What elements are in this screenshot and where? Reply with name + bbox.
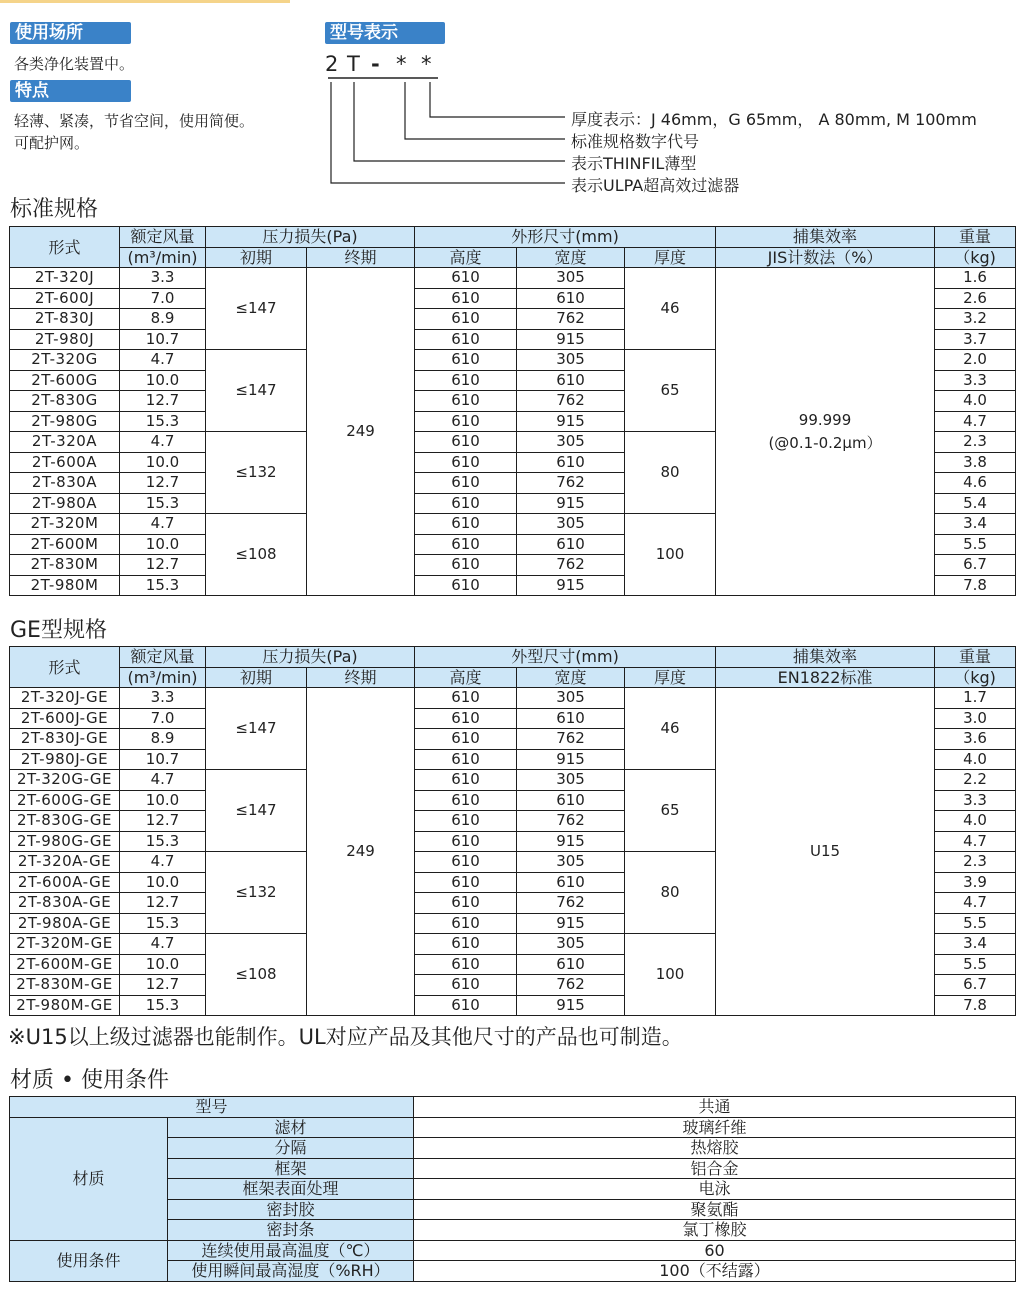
- header-dimensions: 外形尺寸(mm): [415, 227, 716, 248]
- header-final: 终期: [307, 667, 415, 688]
- cell-height: 610: [415, 329, 517, 350]
- header-flow-unit: (m³/min): [120, 247, 206, 268]
- cell-depth: 46: [625, 688, 716, 770]
- cell-weight: 4.7: [935, 831, 1016, 852]
- cell-height: 610: [415, 934, 517, 955]
- header-height: 高度: [415, 247, 517, 268]
- header-weight: 重量: [935, 647, 1016, 668]
- cell-height: 610: [415, 391, 517, 412]
- cell-flow: 12.7: [120, 391, 206, 412]
- cell-width: 610: [517, 370, 625, 391]
- cell-flow: 15.3: [120, 411, 206, 432]
- cell-type: 2T-600A: [10, 452, 120, 473]
- cell-width: 610: [517, 534, 625, 555]
- cell-depth: 80: [625, 852, 716, 934]
- cell-depth: 65: [625, 770, 716, 852]
- cell-type: 2T-980M-GE: [10, 995, 120, 1016]
- cell-type: 2T-830G: [10, 391, 120, 412]
- header-width: 宽度: [517, 667, 625, 688]
- header-pressure: 压力损失(Pa): [206, 227, 415, 248]
- cell-flow: 12.7: [120, 473, 206, 494]
- cell-weight: 3.4: [935, 514, 1016, 535]
- cell-type: 2T-980J: [10, 329, 120, 350]
- cell-weight: 2.0: [935, 350, 1016, 371]
- footnote: ※U15以上级过滤器也能制作。UL对应产品及其他尺寸的产品也可制造。: [8, 1025, 683, 1049]
- model-notation-leader-lines: [0, 0, 1022, 200]
- cell-flow: 10.0: [120, 790, 206, 811]
- cell-weight: 2.3: [935, 432, 1016, 453]
- usage-text: 各类净化装置中。: [14, 55, 135, 73]
- condition-item: 连续使用最高温度（℃）: [168, 1240, 414, 1261]
- legend-ulpa: 表示ULPA超高效过滤器: [571, 176, 740, 195]
- cell-type: 2T-600G: [10, 370, 120, 391]
- material-label: 材质: [10, 1117, 168, 1240]
- header-efficiency-method: JIS计数法（%）: [716, 247, 935, 268]
- cell-initial-pressure: ≤147: [206, 268, 307, 350]
- cell-depth: 100: [625, 934, 716, 1016]
- table-row: [10, 1117, 1016, 1138]
- condition-value: 60: [414, 1240, 1016, 1261]
- cell-weight: 2.6: [935, 288, 1016, 309]
- header-dimensions: 外型尺寸(mm): [415, 647, 716, 668]
- cell-width: 610: [517, 288, 625, 309]
- usage-badge: 使用场所: [10, 22, 131, 44]
- material-table: [9, 1096, 1016, 1282]
- cell-height: 610: [415, 872, 517, 893]
- header-efficiency: 捕集效率: [716, 227, 935, 248]
- cell-height: 610: [415, 749, 517, 770]
- cell-weight: 5.5: [935, 954, 1016, 975]
- cell-height: 610: [415, 893, 517, 914]
- material-title: 材质 • 使用条件: [10, 1068, 169, 1093]
- cell-flow: 10.0: [120, 872, 206, 893]
- cell-height: 610: [415, 975, 517, 996]
- header-depth: 厚度: [625, 667, 716, 688]
- cell-height: 610: [415, 452, 517, 473]
- cell-type: 2T-830J-GE: [10, 729, 120, 750]
- table-row: [10, 688, 1016, 709]
- header-flow-unit: (m³/min): [120, 667, 206, 688]
- cell-height: 610: [415, 309, 517, 330]
- cell-initial-pressure: ≤147: [206, 688, 307, 770]
- cell-height: 610: [415, 688, 517, 709]
- cell-initial-pressure: ≤147: [206, 770, 307, 852]
- cell-depth: 80: [625, 432, 716, 514]
- header-efficiency: 捕集效率: [716, 647, 935, 668]
- material-item: 分隔: [168, 1138, 414, 1159]
- cell-height: 610: [415, 370, 517, 391]
- cell-height: 610: [415, 811, 517, 832]
- header-model: 型号: [10, 1097, 414, 1118]
- efficiency-value: U15: [809, 842, 841, 860]
- cell-height: 610: [415, 729, 517, 750]
- cell-type: 2T-320G: [10, 350, 120, 371]
- cell-width: 305: [517, 688, 625, 709]
- material-value: 电泳: [414, 1179, 1016, 1200]
- header-width: 宽度: [517, 247, 625, 268]
- cell-efficiency: [716, 268, 935, 596]
- cell-type: 2T-830A-GE: [10, 893, 120, 914]
- cell-flow: 3.3: [120, 268, 206, 289]
- cell-weight: 4.7: [935, 893, 1016, 914]
- cell-weight: 6.7: [935, 555, 1016, 576]
- cell-type: 2T-980G-GE: [10, 831, 120, 852]
- material-item: 滤材: [168, 1117, 414, 1138]
- cell-height: 610: [415, 770, 517, 791]
- cell-flow: 8.9: [120, 729, 206, 750]
- cell-flow: 12.7: [120, 555, 206, 576]
- cell-weight: 1.6: [935, 268, 1016, 289]
- cell-weight: 4.0: [935, 391, 1016, 412]
- cell-height: 610: [415, 995, 517, 1016]
- cell-type: 2T-980M: [10, 575, 120, 596]
- cell-type: 2T-830M: [10, 555, 120, 576]
- cell-weight: 6.7: [935, 975, 1016, 996]
- cell-width: 305: [517, 432, 625, 453]
- header-common: 共通: [414, 1097, 1016, 1118]
- cell-efficiency: [716, 688, 935, 1016]
- cell-flow: 10.0: [120, 452, 206, 473]
- model-code-star-1: *: [396, 52, 407, 76]
- header-weight-unit: （kg): [935, 667, 1016, 688]
- cell-type: 2T-600A-GE: [10, 872, 120, 893]
- cell-flow: 10.0: [120, 534, 206, 555]
- table-row: [10, 1240, 1016, 1261]
- cell-height: 610: [415, 288, 517, 309]
- cell-type: 2T-600G-GE: [10, 790, 120, 811]
- cell-width: 762: [517, 391, 625, 412]
- cell-type: 2T-320M-GE: [10, 934, 120, 955]
- cell-type: 2T-320J: [10, 268, 120, 289]
- model-code-t: T: [347, 52, 360, 76]
- condition-item: 使用瞬间最高湿度（%RH）: [168, 1261, 414, 1282]
- cell-type: 2T-830A: [10, 473, 120, 494]
- cell-weight: 5.4: [935, 493, 1016, 514]
- cell-weight: 3.6: [935, 729, 1016, 750]
- model-notation-badge: 型号表示: [325, 22, 445, 44]
- cell-flow: 12.7: [120, 893, 206, 914]
- features-line-1: 轻薄、紧凑，节省空间，使用简便。: [14, 112, 255, 130]
- cell-width: 762: [517, 473, 625, 494]
- cell-flow: 4.7: [120, 350, 206, 371]
- cell-height: 610: [415, 913, 517, 934]
- cell-depth: 65: [625, 350, 716, 432]
- model-code-dash: -: [371, 52, 380, 76]
- standard-spec-table: [9, 226, 1016, 596]
- cell-width: 915: [517, 493, 625, 514]
- material-item: 密封胶: [168, 1199, 414, 1220]
- cell-weight: 5.5: [935, 534, 1016, 555]
- cell-weight: 3.8: [935, 452, 1016, 473]
- cell-type: 2T-600M-GE: [10, 954, 120, 975]
- cell-depth: 100: [625, 514, 716, 596]
- material-item: 框架表面处理: [168, 1179, 414, 1200]
- header-height: 高度: [415, 667, 517, 688]
- header-flow: 额定风量: [120, 647, 206, 668]
- material-value: 铝合金: [414, 1158, 1016, 1179]
- cell-flow: 10.0: [120, 370, 206, 391]
- header-initial: 初期: [206, 667, 307, 688]
- header-initial: 初期: [206, 247, 307, 268]
- cell-weight: 4.0: [935, 811, 1016, 832]
- cell-height: 610: [415, 954, 517, 975]
- cell-type: 2T-980G: [10, 411, 120, 432]
- cell-type: 2T-830M-GE: [10, 975, 120, 996]
- cell-final-pressure: 249: [307, 268, 415, 596]
- cell-weight: 4.0: [935, 749, 1016, 770]
- cell-flow: 15.3: [120, 493, 206, 514]
- cell-flow: 7.0: [120, 288, 206, 309]
- cell-height: 610: [415, 708, 517, 729]
- cell-width: 915: [517, 575, 625, 596]
- header-pressure: 压力损失(Pa): [206, 647, 415, 668]
- cell-type: 2T-320G-GE: [10, 770, 120, 791]
- legend-spec-code: 标准规格数字代号: [571, 132, 700, 151]
- cell-flow: 4.7: [120, 514, 206, 535]
- cell-weight: 2.3: [935, 852, 1016, 873]
- cell-flow: 4.7: [120, 432, 206, 453]
- cell-flow: 7.0: [120, 708, 206, 729]
- header-efficiency-method: EN1822标准: [716, 667, 935, 688]
- cell-width: 762: [517, 729, 625, 750]
- cell-type: 2T-980J-GE: [10, 749, 120, 770]
- features-line-2: 可配护网。: [14, 134, 90, 152]
- cell-width: 305: [517, 514, 625, 535]
- ge-spec-table: [9, 646, 1016, 1016]
- cell-height: 610: [415, 432, 517, 453]
- cell-width: 305: [517, 770, 625, 791]
- header-type: 形式: [10, 227, 120, 268]
- cell-width: 762: [517, 893, 625, 914]
- cell-flow: 12.7: [120, 811, 206, 832]
- cell-flow: 15.3: [120, 575, 206, 596]
- header-final: 终期: [307, 247, 415, 268]
- cell-weight: 3.4: [935, 934, 1016, 955]
- cell-type: 2T-600M: [10, 534, 120, 555]
- cell-flow: 3.3: [120, 688, 206, 709]
- cell-width: 610: [517, 708, 625, 729]
- cell-type: 2T-830G-GE: [10, 811, 120, 832]
- cell-initial-pressure: ≤147: [206, 350, 307, 432]
- features-badge: 特点: [10, 80, 131, 102]
- cell-width: 915: [517, 995, 625, 1016]
- ge-spec-title: GE型规格: [10, 618, 107, 643]
- cell-height: 610: [415, 514, 517, 535]
- cell-height: 610: [415, 411, 517, 432]
- cell-type: 2T-320A-GE: [10, 852, 120, 873]
- cell-depth: 46: [625, 268, 716, 350]
- cell-weight: 7.8: [935, 575, 1016, 596]
- header-type: 形式: [10, 647, 120, 688]
- cell-initial-pressure: ≤108: [206, 934, 307, 1016]
- cell-height: 610: [415, 493, 517, 514]
- cell-weight: 5.5: [935, 913, 1016, 934]
- cell-flow: 12.7: [120, 975, 206, 996]
- cell-height: 610: [415, 268, 517, 289]
- cell-type: 2T-320A: [10, 432, 120, 453]
- cell-type: 2T-600J: [10, 288, 120, 309]
- cell-width: 305: [517, 268, 625, 289]
- cell-width: 305: [517, 350, 625, 371]
- cell-flow: 4.7: [120, 852, 206, 873]
- cell-type: 2T-320J-GE: [10, 688, 120, 709]
- cell-weight: 3.0: [935, 708, 1016, 729]
- cell-width: 762: [517, 811, 625, 832]
- cell-width: 762: [517, 555, 625, 576]
- cell-flow: 15.3: [120, 913, 206, 934]
- cell-final-pressure: 249: [307, 688, 415, 1016]
- cell-width: 915: [517, 831, 625, 852]
- cell-weight: 1.7: [935, 688, 1016, 709]
- cell-width: 915: [517, 749, 625, 770]
- cell-initial-pressure: ≤132: [206, 432, 307, 514]
- cell-width: 305: [517, 852, 625, 873]
- cell-width: 915: [517, 329, 625, 350]
- cell-initial-pressure: ≤108: [206, 514, 307, 596]
- cell-flow: 15.3: [120, 995, 206, 1016]
- cell-height: 610: [415, 575, 517, 596]
- cell-weight: 3.3: [935, 790, 1016, 811]
- cell-height: 610: [415, 473, 517, 494]
- cell-width: 762: [517, 975, 625, 996]
- header-flow: 额定风量: [120, 227, 206, 248]
- cell-width: 610: [517, 872, 625, 893]
- cell-initial-pressure: ≤132: [206, 852, 307, 934]
- material-value: 聚氨酯: [414, 1199, 1016, 1220]
- cell-height: 610: [415, 350, 517, 371]
- table-row: [10, 268, 1016, 289]
- cell-flow: 15.3: [120, 831, 206, 852]
- cell-width: 762: [517, 309, 625, 330]
- cell-height: 610: [415, 534, 517, 555]
- material-value: 热熔胶: [414, 1138, 1016, 1159]
- cell-height: 610: [415, 852, 517, 873]
- cell-weight: 7.8: [935, 995, 1016, 1016]
- cell-flow: 8.9: [120, 309, 206, 330]
- cell-type: 2T-600J-GE: [10, 708, 120, 729]
- cell-flow: 4.7: [120, 934, 206, 955]
- condition-label: 使用条件: [10, 1240, 168, 1281]
- cell-type: 2T-320M: [10, 514, 120, 535]
- material-value: 氯丁橡胶: [414, 1220, 1016, 1241]
- cell-width: 915: [517, 913, 625, 934]
- cell-weight: 2.2: [935, 770, 1016, 791]
- header-depth: 厚度: [625, 247, 716, 268]
- cell-height: 610: [415, 831, 517, 852]
- cell-flow: 10.7: [120, 329, 206, 350]
- model-code-2: 2: [325, 52, 339, 76]
- cell-type: 2T-830J: [10, 309, 120, 330]
- cell-type: 2T-980A-GE: [10, 913, 120, 934]
- cell-width: 610: [517, 954, 625, 975]
- cell-weight: 4.7: [935, 411, 1016, 432]
- cell-width: 610: [517, 790, 625, 811]
- condition-value: 100（不结露）: [414, 1261, 1016, 1282]
- cell-weight: 3.2: [935, 309, 1016, 330]
- model-code-star-2: *: [421, 52, 432, 76]
- cell-weight: 3.9: [935, 872, 1016, 893]
- legend-thinfil: 表示THINFIL薄型: [571, 154, 697, 173]
- cell-weight: 4.6: [935, 473, 1016, 494]
- cell-width: 915: [517, 411, 625, 432]
- cell-width: 305: [517, 934, 625, 955]
- material-item: 框架: [168, 1158, 414, 1179]
- material-value: 玻璃纤维: [414, 1117, 1016, 1138]
- cell-height: 610: [415, 790, 517, 811]
- standard-spec-title: 标准规格: [10, 197, 99, 222]
- cell-flow: 10.0: [120, 954, 206, 975]
- material-item: 密封条: [168, 1220, 414, 1241]
- cell-weight: 3.3: [935, 370, 1016, 391]
- cell-weight: 3.7: [935, 329, 1016, 350]
- cell-width: 610: [517, 452, 625, 473]
- cell-flow: 4.7: [120, 770, 206, 791]
- efficiency-value: 99.999: [798, 410, 852, 429]
- header-weight: 重量: [935, 227, 1016, 248]
- cell-flow: 10.7: [120, 749, 206, 770]
- cell-type: 2T-980A: [10, 493, 120, 514]
- cell-height: 610: [415, 555, 517, 576]
- legend-thickness: 厚度表示：J 46mm，G 65mm， A 80mm, M 100mm: [571, 110, 977, 129]
- header-weight-unit: （kg): [935, 247, 1016, 268]
- efficiency-condition: (@0.1-0.2μm）: [768, 433, 882, 452]
